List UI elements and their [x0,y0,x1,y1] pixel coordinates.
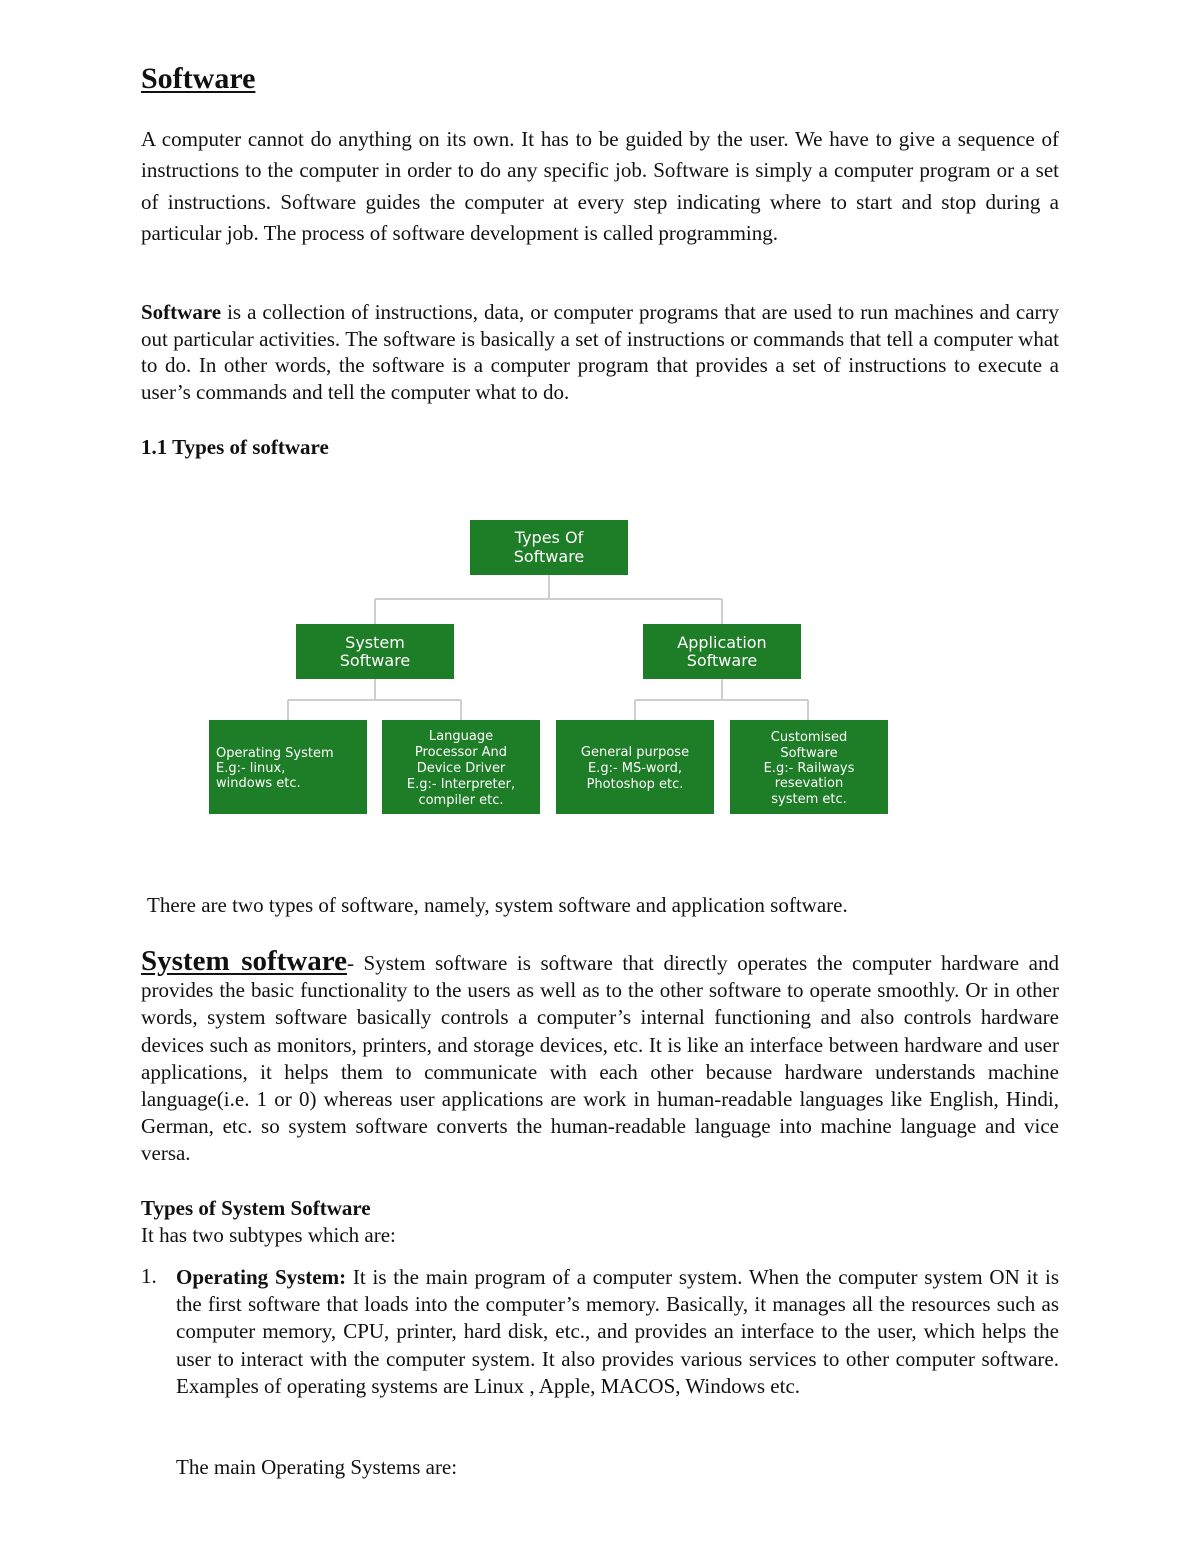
node-custom-line-5: system etc. [771,792,847,807]
node-application-line-1: Application [677,633,767,652]
section-heading-types: 1.1 Types of software [141,435,329,459]
node-application-software [643,624,801,679]
definition-text: is a collection of instructions, data, or computer programs that are used to run machines and carry out particular activities. The software is basically a set of instructions or commands that tell a computer what to do. In other words, the software is a computer program that provides a set of instructions to execute a user’s commands and tell the computer what to do. [141,300,1059,405]
node-lang-line-5: compiler etc. [418,793,504,808]
types-of-software-diagram [205,515,895,820]
node-customised-software [730,720,888,814]
node-os-line-1: Operating System [216,746,334,761]
node-lang-line-4: E.g:- Interpreter, [406,777,516,792]
node-custom-line-4: resevation [774,776,844,791]
types-system-software-heading: Types of System Software [141,1196,371,1220]
list-item-text: It is the main program of a computer system. When the computer system ON it is the first software that loads into the computer’s memory. Basically, it manages all the resources such as computer memory, CPU, printer, hard disk, etc., and provides an interface to the user, which helps the user to interact with the computer system. It also provides various services to other computer software. Examples of operating systems are Linux , Apple, MACOS, Windows etc. [176,1265,1059,1398]
main-os-line: The main Operating Systems are: [176,1455,458,1479]
node-types-of-software [470,520,628,575]
definition-paragraph [141,299,1059,406]
node-custom-line-3: E.g:- Railways [763,761,855,776]
node-root-line-1: Types Of [514,528,584,547]
types-lead-sentence: There are two types of software, namely, system software and application software. [147,893,848,917]
node-lang-line-3: Device Driver [416,761,506,776]
node-operating-system [209,720,367,814]
system-software-heading: System software [141,945,347,977]
node-lang-line-2: Processor And [414,745,508,760]
node-general-line-3: Photoshop etc. [586,777,684,792]
node-root-line-2: Software [513,547,585,566]
intro-paragraph: A computer cannot do anything on its own. It has to be guided by the user. We have to give a sequence of instructions to the computer in order to do any specific job. Software is simply a computer program or a set of instructions. Software guides the computer at every step indicating where to start and stop during a particular job. The process of software development is called programming. [141,127,1059,245]
subtypes-intro: It has two subtypes which are: [141,1223,396,1247]
system-software-paragraph [141,945,1059,1168]
list-item-term: Operating System: [176,1265,347,1289]
node-general-line-2: E.g:- MS-word, [587,761,683,776]
node-system-line-2: Software [339,651,411,670]
node-os-line-3: windows etc. [216,776,301,791]
definition-term: Software [141,300,222,324]
node-system-software [296,624,454,679]
system-software-text: - System software is software that directly operates the computer hardware and provides the basic functionality to the users as well as to the other software to operate smoothly. Or in other words, system software basically controls a computer’s internal functioning and also controls hardware devices such as monitors, printers, and storage devices, etc. It is like an interface between hardware and user applications, it helps them to communicate with each other because hardware understands machine language(i.e. 1 or 0) whereas user applications are work in human-readable languages like English, Hindi, German, etc. so system software converts the human-readable language into machine language and vice versa. [141,951,1059,1166]
page-title: Software [141,62,256,95]
node-system-line-1: System [345,633,405,652]
node-custom-line-1: Customised [770,730,848,745]
node-general-line-1: General purpose [580,745,690,760]
list-item-operating-system [176,1264,1059,1400]
node-language-processor [382,720,540,814]
node-application-line-2: Software [686,651,758,670]
node-os-line-2: E.g:- linux, [216,761,286,776]
node-general-purpose [556,720,714,814]
node-lang-line-1: Language [428,729,494,744]
list-item-number: 1. [141,1264,157,1288]
node-custom-line-2: Software [780,746,838,761]
